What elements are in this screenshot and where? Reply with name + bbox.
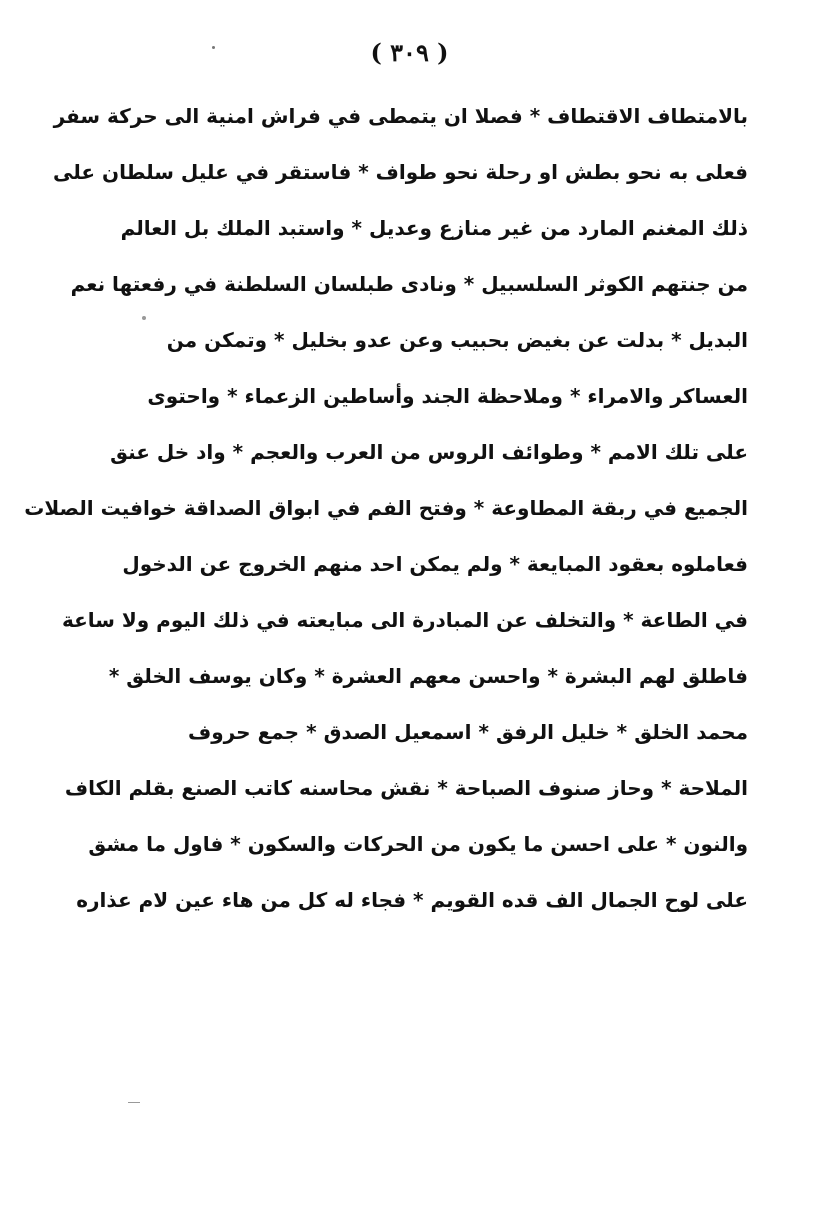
text-line: ذلك المغنم المارد من غير منازع وعديل * واستبد الملك بل العالم bbox=[120, 216, 748, 240]
text-line: في الطاعة * والتخلف عن المبادرة الى مبايعته في ذلك اليوم ولا ساعة bbox=[61, 608, 748, 632]
text-line: على لوح الجمال الف قده القويم * فجاء له كل من هاء عين لام عذاره bbox=[76, 888, 748, 912]
text-line: فعلى به نحو بطش او رحلة نحو طواف * فاستقر في عليل سلطان على bbox=[53, 160, 748, 184]
margin-speck bbox=[212, 46, 215, 49]
text-line: البديل * بدلت عن بغيض بحبيب وعن عدو بخليل * وتمكن من bbox=[166, 328, 748, 352]
manuscript-text-block bbox=[24, 88, 748, 928]
text-line: محمد الخلق * خليل الرفق * اسمعيل الصدق * جمع حروف bbox=[188, 720, 748, 744]
text-line: الملاحة * وحاز صنوف الصباحة * نقش محاسنه كاتب الصنع بقلم الكاف bbox=[64, 776, 748, 800]
text-line: على تلك الامم * وطوائف الروس من العرب والعجم * واد خل عنق bbox=[110, 440, 748, 464]
text-line: والنون * على احسن ما يكون من الحركات والسكون * فاول ما مشق bbox=[88, 832, 748, 856]
page-number: ( ٣٠٩ ) bbox=[370, 38, 449, 67]
text-line: فاطلق لهم البشرة * واحسن معهم العشرة * وكان يوسف الخلق * bbox=[108, 664, 748, 688]
text-line: الجميع في ربقة المطاوعة * وفتح الفم في ابواق الصداقة خوافيت الصلات bbox=[24, 496, 748, 520]
margin-speck bbox=[142, 316, 146, 320]
text-line: من جنتهم الكوثر السلسبيل * ونادى طبلسان السلطنة في رفعتها نعم bbox=[70, 272, 748, 296]
margin-dash bbox=[128, 1102, 140, 1103]
text-line: بالامتطاف الاقتطاف * فصلا ان يتمطى في فراش امنية الى حركة سفر bbox=[53, 104, 748, 128]
text-line: العساكر والامراء * وملاحظة الجند وأساطين الزعماء * واحتوى bbox=[147, 384, 748, 408]
text-line: فعاملوه بعقود المبايعة * ولم يمكن احد منهم الخروج عن الدخول bbox=[122, 552, 748, 576]
